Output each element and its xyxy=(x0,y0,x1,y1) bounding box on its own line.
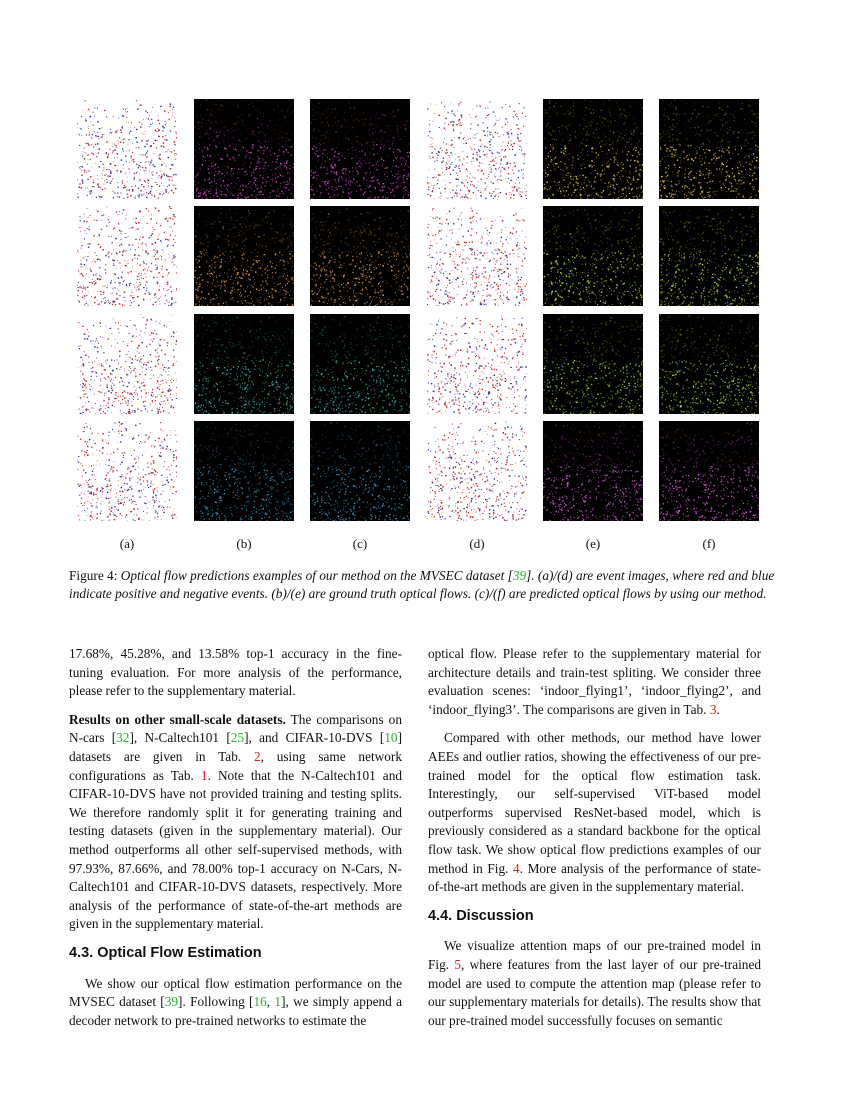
subfig-label-a: (a) xyxy=(119,536,135,551)
subfig-label-c: (c) xyxy=(352,536,368,551)
citation-link[interactable]: 10 xyxy=(384,730,398,746)
paragraph: optical flow. Please refer to the supplementary material for architecture details and train-test spliting. We consider three evaluation scenes: ‘indoor_flying1’, ‘indoor_flying2’, and ‘indoor_flying3’. The comparisons are given in Tab. 3. xyxy=(428,646,761,717)
caption-text: Optical flow predictions examples of our method on the MVSEC dataset [39]. (a)/(d) are event images, where red and blue indicate positive and negative events. (b)/(e) are ground truth optical flows. (c)/(f) are predicted optical flows by using our method. xyxy=(69,568,775,601)
right-column xyxy=(428,645,761,1040)
figure-tile-c-row-1 xyxy=(310,99,410,199)
figure-tile-c-row-2 xyxy=(310,206,410,306)
figure-tile-a-row-1 xyxy=(77,99,177,199)
paragraph: We visualize attention maps of our pre-trained model in Fig. 5, where features from the last layer of our pre-trained model are used to compute the attention map (please refer to our supplementary materials for details). The results show that our pre-trained model successfully focuses on semantic xyxy=(428,938,762,1028)
figure-tile-d-row-2 xyxy=(427,206,527,306)
paragraph: 17.68%, 45.28%, and 13.58% top-1 accuracy in the fine-tuning evaluation. For more analysis of the performance, please refer to the supplementary material. xyxy=(69,646,402,699)
figure-tile-f-row-1 xyxy=(659,99,759,199)
figure-tile-b-row-2 xyxy=(194,206,294,306)
table-ref-link[interactable]: 3 xyxy=(709,701,717,717)
figure-tile-e-row-4 xyxy=(543,421,643,521)
figure-tile-a-row-3 xyxy=(77,314,177,414)
subfig-label-b: (b) xyxy=(236,536,252,551)
figure-tile-c-row-4 xyxy=(310,421,410,521)
figure-tile-b-row-4 xyxy=(194,421,294,521)
figure-tile-f-row-3 xyxy=(659,314,759,414)
citation-link[interactable]: 25 xyxy=(230,730,245,746)
figure-tile-d-row-1 xyxy=(427,99,527,199)
figure-caption xyxy=(69,567,781,603)
table-ref-link[interactable]: 2 xyxy=(253,748,261,764)
citation-link[interactable]: 16 xyxy=(253,994,267,1010)
figure-tile-e-row-1 xyxy=(543,99,643,199)
figure-ref-link[interactable]: 5 xyxy=(454,956,462,972)
paragraph: Compared with other methods, our method have lower AEEs and outlier ratios, showing the effectiveness of our pre-trained model for the optical flow estimation task. Interestingly, our self-supervised ViT-based model outperforms supervised ResNet-based model, which is previously considered as a standard backbone for the optical flow task. We show optical flow predictions examples of our method in Fig. 4. More analysis of the performance of state-of-the-art methods are given in the supplementary material. xyxy=(428,730,762,895)
subfig-label-d: (d) xyxy=(469,536,485,551)
section-heading: 4.4. Discussion xyxy=(428,907,534,924)
run-in-heading: Results on other small-scale datasets. xyxy=(69,711,286,727)
figure-tile-d-row-3 xyxy=(427,314,527,414)
citation-link[interactable]: 39 xyxy=(164,994,179,1010)
subfig-label-f: (f) xyxy=(702,536,716,551)
table-ref-link[interactable]: 1 xyxy=(200,767,208,783)
figure-tile-a-row-4 xyxy=(77,421,177,521)
figure-tile-a-row-2 xyxy=(77,206,177,306)
left-column xyxy=(69,645,402,1040)
figure-tile-d-row-4 xyxy=(427,421,527,521)
citation-link[interactable]: 32 xyxy=(116,730,130,746)
citation-link[interactable]: 1 xyxy=(274,994,282,1010)
figure-tile-c-row-3 xyxy=(310,314,410,414)
figure-tile-b-row-3 xyxy=(194,314,294,414)
caption-prefix: Figure 4: xyxy=(69,568,118,583)
figure-ref-link[interactable]: 4 xyxy=(513,860,520,876)
figure-tile-f-row-2 xyxy=(659,206,759,306)
figure-tile-b-row-1 xyxy=(194,99,294,199)
paragraph: Results on other small-scale datasets. The comparisons on N-cars [32], N-Caltech101 [25], and CIFAR-10-DVS [10] datasets are given in Tab. 2, using same network configurations as Tab. 1. Note that the N-Caltech101 and CIFAR-10-DVS have not provided training and testing splits. We therefore randomly split it for generating training and testing datasets (given in the supplementary material). Our method outperforms all other self-supervised methods, with 97.93%, 87.66%, and 78.00% top-1 accuracy on N-Cars, N-Caltech101 and CIFAR-10-DVS datasets, respectively. More analysis of the performance of state-of-the-art methods are given in the supplementary material. xyxy=(69,711,403,932)
citation-link[interactable]: 39 xyxy=(512,568,527,583)
section-heading: 4.3. Optical Flow Estimation xyxy=(69,944,262,961)
subfig-label-e: (e) xyxy=(585,536,601,551)
figure-tile-e-row-2 xyxy=(543,206,643,306)
figure-tile-e-row-3 xyxy=(543,314,643,414)
figure-tile-f-row-4 xyxy=(659,421,759,521)
paragraph: We show our optical flow estimation performance on the MVSEC dataset [39]. Following [16, 1], we simply append a decoder network to pre-trained networks to estimate the xyxy=(69,975,402,1028)
